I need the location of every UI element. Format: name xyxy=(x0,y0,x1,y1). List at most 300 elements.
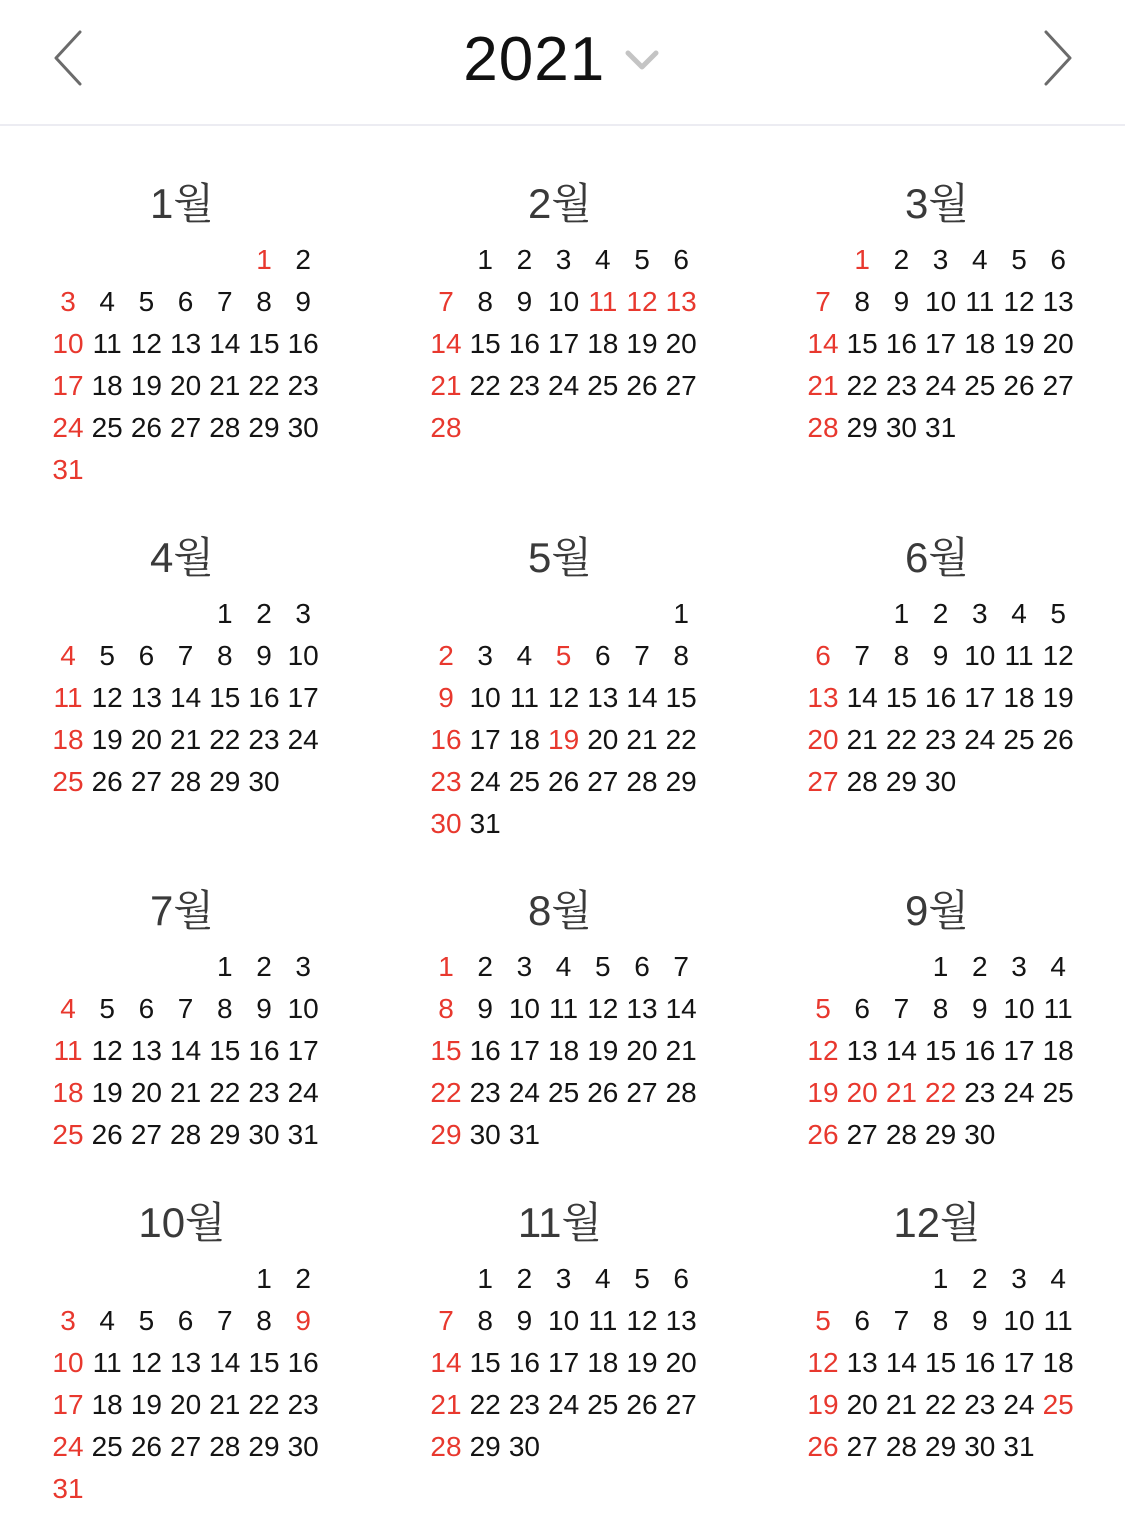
day-cell[interactable]: 9 xyxy=(295,286,311,317)
day-cell[interactable]: 29 xyxy=(248,1431,280,1462)
day-cell[interactable]: 3 xyxy=(932,244,949,275)
day-cell[interactable]: 12 xyxy=(130,328,162,359)
day-cell[interactable]: 29 xyxy=(209,1119,241,1150)
day-cell-holiday[interactable]: 12 xyxy=(807,1347,839,1378)
day-cell[interactable]: 3 xyxy=(1011,1263,1027,1294)
day-cell[interactable]: 14 xyxy=(885,1035,917,1066)
day-cell[interactable]: 9 xyxy=(516,1305,533,1336)
day-cell[interactable]: 23 xyxy=(508,1389,540,1420)
day-cell[interactable]: 10 xyxy=(508,993,540,1024)
day-cell[interactable]: 23 xyxy=(469,1077,501,1108)
day-cell[interactable]: 31 xyxy=(925,412,957,443)
day-cell[interactable]: 9 xyxy=(256,993,272,1024)
day-cell[interactable]: 24 xyxy=(1003,1077,1035,1108)
day-cell[interactable]: 15 xyxy=(925,1035,957,1066)
day-cell[interactable]: 4 xyxy=(555,951,572,982)
day-cell[interactable]: 13 xyxy=(130,1035,162,1066)
day-cell[interactable]: 25 xyxy=(587,370,619,401)
day-cell[interactable]: 1 xyxy=(673,598,689,629)
day-cell[interactable]: 20 xyxy=(1042,328,1074,359)
day-cell[interactable]: 18 xyxy=(587,1347,619,1378)
day-cell[interactable]: 3 xyxy=(295,598,311,629)
day-cell[interactable]: 5 xyxy=(99,993,115,1024)
day-cell[interactable]: 29 xyxy=(925,1119,957,1150)
day-cell[interactable]: 26 xyxy=(587,1077,619,1108)
day-cell[interactable]: 8 xyxy=(477,1305,493,1336)
day-cell[interactable]: 1 xyxy=(893,598,910,629)
day-cell-holiday[interactable]: 5 xyxy=(815,1305,831,1336)
day-cell[interactable]: 8 xyxy=(932,993,949,1024)
day-cell[interactable]: 27 xyxy=(665,370,697,401)
day-cell-holiday[interactable]: 7 xyxy=(438,1305,454,1336)
day-cell[interactable]: 24 xyxy=(964,724,996,755)
day-cell[interactable]: 1 xyxy=(477,1263,493,1294)
day-cell-holiday[interactable]: 30 xyxy=(430,808,462,839)
day-cell-holiday[interactable]: 11 xyxy=(53,1035,83,1066)
day-cell[interactable]: 12 xyxy=(130,1347,162,1378)
day-cell[interactable]: 26 xyxy=(91,766,123,797)
day-cell[interactable]: 24 xyxy=(508,1077,540,1108)
day-cell[interactable]: 12 xyxy=(548,682,580,713)
day-cell[interactable]: 12 xyxy=(1003,286,1035,317)
day-cell[interactable]: 27 xyxy=(587,766,619,797)
day-cell[interactable]: 30 xyxy=(287,1431,319,1462)
day-cell[interactable]: 8 xyxy=(256,286,272,317)
day-cell-holiday[interactable]: 20 xyxy=(846,1077,878,1108)
day-cell[interactable]: 18 xyxy=(548,1035,580,1066)
day-cell[interactable]: 10 xyxy=(548,1305,580,1336)
day-cell[interactable]: 26 xyxy=(130,1431,162,1462)
day-cell[interactable]: 6 xyxy=(1050,244,1066,275)
day-cell[interactable]: 28 xyxy=(885,1119,917,1150)
day-cell[interactable]: 22 xyxy=(469,1389,501,1420)
day-cell[interactable]: 3 xyxy=(1011,951,1027,982)
day-cell[interactable]: 23 xyxy=(925,724,957,755)
day-cell[interactable]: 17 xyxy=(287,682,319,713)
day-cell-holiday[interactable]: 12 xyxy=(626,286,658,317)
day-cell[interactable]: 6 xyxy=(854,1305,870,1336)
day-cell[interactable]: 3 xyxy=(555,244,572,275)
day-cell[interactable]: 22 xyxy=(209,1077,241,1108)
day-cell[interactable]: 10 xyxy=(1003,1305,1035,1336)
day-cell[interactable]: 17 xyxy=(1003,1035,1035,1066)
day-cell[interactable]: 20 xyxy=(170,370,202,401)
day-cell[interactable]: 24 xyxy=(469,766,501,797)
day-cell[interactable]: 15 xyxy=(469,328,501,359)
day-cell[interactable]: 5 xyxy=(138,1305,155,1336)
day-cell[interactable]: 4 xyxy=(1050,1263,1066,1294)
day-cell[interactable]: 18 xyxy=(91,370,123,401)
day-cell[interactable]: 15 xyxy=(925,1347,957,1378)
day-cell[interactable]: 26 xyxy=(548,766,580,797)
day-cell-holiday[interactable]: 18 xyxy=(52,1077,84,1108)
day-cell[interactable]: 21 xyxy=(846,724,878,755)
day-cell[interactable]: 26 xyxy=(91,1119,123,1150)
day-cell[interactable]: 9 xyxy=(972,1305,988,1336)
day-cell-holiday[interactable]: 19 xyxy=(807,1077,839,1108)
day-cell[interactable]: 4 xyxy=(1011,598,1027,629)
day-cell[interactable]: 31 xyxy=(1003,1431,1035,1462)
day-cell[interactable]: 29 xyxy=(846,412,878,443)
day-cell-holiday[interactable]: 25 xyxy=(1042,1389,1074,1420)
day-cell[interactable]: 13 xyxy=(1042,286,1074,317)
day-cell[interactable]: 19 xyxy=(91,1077,123,1108)
day-cell[interactable]: 15 xyxy=(469,1347,501,1378)
day-cell[interactable]: 28 xyxy=(170,766,202,797)
day-cell[interactable]: 25 xyxy=(91,1431,123,1462)
day-cell-holiday[interactable]: 19 xyxy=(548,724,580,755)
day-cell[interactable]: 27 xyxy=(130,766,162,797)
day-cell-holiday[interactable]: 13 xyxy=(807,682,839,713)
day-cell[interactable]: 4 xyxy=(1050,951,1066,982)
day-cell[interactable]: 28 xyxy=(846,766,878,797)
day-cell[interactable]: 19 xyxy=(130,1389,162,1420)
day-cell[interactable]: 27 xyxy=(170,412,202,443)
day-cell[interactable]: 18 xyxy=(508,724,540,755)
day-cell[interactable]: 10 xyxy=(964,640,996,671)
day-cell[interactable]: 4 xyxy=(595,244,611,275)
day-cell[interactable]: 22 xyxy=(469,370,501,401)
day-cell-holiday[interactable]: 28 xyxy=(807,412,839,443)
day-cell[interactable]: 11 xyxy=(509,682,539,713)
day-cell[interactable]: 5 xyxy=(634,244,650,275)
day-cell[interactable]: 12 xyxy=(587,993,619,1024)
day-cell[interactable]: 12 xyxy=(91,1035,123,1066)
day-cell[interactable]: 9 xyxy=(932,640,949,671)
day-cell[interactable]: 3 xyxy=(516,951,533,982)
day-cell[interactable]: 19 xyxy=(587,1035,619,1066)
day-cell[interactable]: 17 xyxy=(925,328,957,359)
day-cell[interactable]: 23 xyxy=(508,370,540,401)
day-cell[interactable]: 5 xyxy=(99,640,115,671)
day-cell[interactable]: 21 xyxy=(170,724,202,755)
day-cell[interactable]: 5 xyxy=(138,286,155,317)
day-cell[interactable]: 17 xyxy=(548,1347,580,1378)
day-cell[interactable]: 2 xyxy=(972,1263,988,1294)
day-cell[interactable]: 7 xyxy=(673,951,689,982)
day-cell[interactable]: 5 xyxy=(634,1263,650,1294)
day-cell[interactable]: 11 xyxy=(965,286,995,317)
day-cell-holiday[interactable]: 1 xyxy=(438,951,454,982)
day-cell[interactable]: 25 xyxy=(1003,724,1035,755)
day-cell[interactable]: 11 xyxy=(1043,993,1073,1024)
day-cell[interactable]: 6 xyxy=(595,640,611,671)
day-cell[interactable]: 27 xyxy=(665,1389,697,1420)
day-cell-holiday[interactable]: 31 xyxy=(52,454,84,485)
day-cell[interactable]: 17 xyxy=(287,1035,319,1066)
day-cell[interactable]: 16 xyxy=(248,1035,280,1066)
day-cell[interactable]: 29 xyxy=(209,766,241,797)
day-cell[interactable]: 21 xyxy=(665,1035,697,1066)
day-cell-holiday[interactable]: 21 xyxy=(807,370,839,401)
day-cell-holiday[interactable]: 15 xyxy=(430,1035,462,1066)
day-cell[interactable]: 8 xyxy=(477,286,493,317)
day-cell-holiday[interactable]: 14 xyxy=(807,328,839,359)
day-cell[interactable]: 9 xyxy=(893,286,910,317)
day-cell[interactable]: 22 xyxy=(209,724,241,755)
day-cell[interactable]: 30 xyxy=(885,412,917,443)
day-cell-holiday[interactable]: 1 xyxy=(854,244,870,275)
day-cell[interactable]: 13 xyxy=(170,1347,202,1378)
day-cell[interactable]: 24 xyxy=(925,370,957,401)
day-cell[interactable]: 6 xyxy=(177,1305,194,1336)
day-cell-holiday[interactable]: 19 xyxy=(807,1389,839,1420)
day-cell[interactable]: 27 xyxy=(170,1431,202,1462)
day-cell[interactable]: 13 xyxy=(587,682,619,713)
day-cell[interactable]: 30 xyxy=(287,412,319,443)
day-cell[interactable]: 21 xyxy=(170,1077,202,1108)
day-cell[interactable]: 19 xyxy=(1042,682,1074,713)
day-cell[interactable]: 29 xyxy=(885,766,917,797)
day-cell-holiday[interactable]: 28 xyxy=(430,412,462,443)
day-cell[interactable]: 7 xyxy=(177,640,194,671)
day-cell-holiday[interactable]: 9 xyxy=(438,682,454,713)
day-cell[interactable]: 10 xyxy=(925,286,957,317)
day-cell[interactable]: 28 xyxy=(665,1077,697,1108)
day-cell[interactable]: 1 xyxy=(932,951,949,982)
day-cell-holiday[interactable]: 29 xyxy=(430,1119,462,1150)
day-cell[interactable]: 4 xyxy=(972,244,988,275)
day-cell-holiday[interactable]: 3 xyxy=(60,1305,76,1336)
day-cell[interactable]: 23 xyxy=(287,1389,319,1420)
day-cell-holiday[interactable]: 21 xyxy=(885,1077,917,1108)
day-cell[interactable]: 6 xyxy=(673,244,689,275)
day-cell[interactable]: 23 xyxy=(964,1389,996,1420)
day-cell[interactable]: 20 xyxy=(665,328,697,359)
day-cell[interactable]: 15 xyxy=(665,682,697,713)
day-cell[interactable]: 28 xyxy=(209,1431,241,1462)
day-cell[interactable]: 19 xyxy=(626,328,658,359)
day-cell[interactable]: 17 xyxy=(548,328,580,359)
day-cell-holiday[interactable]: 20 xyxy=(807,724,839,755)
day-cell[interactable]: 4 xyxy=(516,640,533,671)
day-cell[interactable]: 5 xyxy=(1011,244,1027,275)
day-cell[interactable]: 9 xyxy=(972,993,988,1024)
day-cell[interactable]: 4 xyxy=(595,1263,611,1294)
day-cell[interactable]: 18 xyxy=(1042,1347,1074,1378)
day-cell-holiday[interactable]: 28 xyxy=(430,1431,462,1462)
day-cell[interactable]: 15 xyxy=(885,682,917,713)
day-cell-holiday[interactable]: 10 xyxy=(52,328,84,359)
day-cell[interactable]: 1 xyxy=(217,951,233,982)
day-cell[interactable]: 13 xyxy=(846,1035,878,1066)
day-cell-holiday[interactable]: 4 xyxy=(60,640,76,671)
day-cell[interactable]: 27 xyxy=(846,1119,878,1150)
day-cell[interactable]: 19 xyxy=(626,1347,658,1378)
day-cell[interactable]: 4 xyxy=(99,1305,115,1336)
day-cell[interactable]: 30 xyxy=(925,766,957,797)
day-cell[interactable]: 22 xyxy=(665,724,697,755)
day-cell[interactable]: 16 xyxy=(508,1347,540,1378)
day-cell[interactable]: 23 xyxy=(248,1077,280,1108)
day-cell-holiday[interactable]: 13 xyxy=(665,286,697,317)
day-cell[interactable]: 13 xyxy=(130,682,162,713)
day-cell[interactable]: 31 xyxy=(469,808,501,839)
day-cell[interactable]: 29 xyxy=(925,1431,957,1462)
day-cell[interactable]: 10 xyxy=(469,682,501,713)
day-cell[interactable]: 16 xyxy=(885,328,917,359)
day-cell[interactable]: 7 xyxy=(177,993,194,1024)
day-cell[interactable]: 20 xyxy=(170,1389,202,1420)
day-cell[interactable]: 24 xyxy=(548,1389,580,1420)
day-cell[interactable]: 28 xyxy=(626,766,658,797)
day-cell[interactable]: 18 xyxy=(587,328,619,359)
day-cell-holiday[interactable]: 17 xyxy=(52,370,84,401)
day-cell[interactable]: 10 xyxy=(548,286,580,317)
day-cell[interactable]: 20 xyxy=(846,1389,878,1420)
day-cell[interactable]: 8 xyxy=(217,640,233,671)
day-cell[interactable]: 7 xyxy=(893,993,910,1024)
day-cell[interactable]: 29 xyxy=(665,766,697,797)
day-cell[interactable]: 16 xyxy=(287,1347,319,1378)
day-cell[interactable]: 8 xyxy=(217,993,233,1024)
day-cell[interactable]: 1 xyxy=(477,244,493,275)
day-cell-holiday[interactable]: 16 xyxy=(430,724,462,755)
day-cell[interactable]: 5 xyxy=(1050,598,1066,629)
day-cell[interactable]: 30 xyxy=(508,1431,540,1462)
day-cell[interactable]: 14 xyxy=(209,328,241,359)
day-cell[interactable]: 2 xyxy=(893,244,910,275)
day-cell[interactable]: 21 xyxy=(885,1389,917,1420)
day-cell[interactable]: 16 xyxy=(964,1035,996,1066)
day-cell-holiday[interactable]: 8 xyxy=(438,993,454,1024)
day-cell-holiday[interactable]: 7 xyxy=(815,286,831,317)
day-cell-holiday[interactable]: 25 xyxy=(52,766,84,797)
day-cell[interactable]: 3 xyxy=(477,640,493,671)
day-cell-holiday[interactable]: 26 xyxy=(807,1119,839,1150)
day-cell[interactable]: 23 xyxy=(248,724,280,755)
day-cell[interactable]: 14 xyxy=(209,1347,241,1378)
day-cell[interactable]: 30 xyxy=(248,1119,280,1150)
day-cell-holiday[interactable]: 23 xyxy=(430,766,462,797)
day-cell-holiday[interactable]: 6 xyxy=(815,640,831,671)
day-cell[interactable]: 18 xyxy=(964,328,996,359)
day-cell[interactable]: 10 xyxy=(1003,993,1035,1024)
day-cell-holiday[interactable]: 9 xyxy=(295,1305,311,1336)
day-cell[interactable]: 26 xyxy=(626,1389,658,1420)
day-cell[interactable]: 22 xyxy=(248,370,280,401)
day-cell[interactable]: 23 xyxy=(964,1077,996,1108)
day-cell[interactable]: 21 xyxy=(209,1389,241,1420)
day-cell[interactable]: 20 xyxy=(665,1347,697,1378)
day-cell[interactable]: 21 xyxy=(209,370,241,401)
day-cell[interactable]: 17 xyxy=(964,682,996,713)
day-cell[interactable]: 11 xyxy=(588,1305,618,1336)
day-cell[interactable]: 19 xyxy=(130,370,162,401)
day-cell-holiday[interactable]: 7 xyxy=(438,286,454,317)
day-cell-holiday[interactable]: 24 xyxy=(52,1431,84,1462)
day-cell[interactable]: 16 xyxy=(248,682,280,713)
day-cell[interactable]: 1 xyxy=(932,1263,949,1294)
day-cell[interactable]: 15 xyxy=(248,328,280,359)
day-cell[interactable]: 8 xyxy=(256,1305,272,1336)
day-cell[interactable]: 22 xyxy=(248,1389,280,1420)
day-cell-holiday[interactable]: 26 xyxy=(807,1431,839,1462)
day-cell[interactable]: 11 xyxy=(1004,640,1034,671)
day-cell-holiday[interactable]: 27 xyxy=(807,766,839,797)
day-cell-holiday[interactable]: 5 xyxy=(555,640,572,671)
day-cell-holiday[interactable]: 2 xyxy=(438,640,454,671)
day-cell[interactable]: 24 xyxy=(287,1077,319,1108)
day-cell[interactable]: 26 xyxy=(130,412,162,443)
day-cell[interactable]: 29 xyxy=(248,412,280,443)
day-cell[interactable]: 1 xyxy=(217,598,233,629)
day-cell[interactable]: 6 xyxy=(673,1263,689,1294)
day-cell[interactable]: 14 xyxy=(846,682,878,713)
day-cell[interactable]: 24 xyxy=(1003,1389,1035,1420)
day-cell[interactable]: 6 xyxy=(138,640,155,671)
day-cell[interactable]: 29 xyxy=(469,1431,501,1462)
day-cell[interactable]: 23 xyxy=(287,370,319,401)
day-cell[interactable]: 2 xyxy=(516,244,533,275)
day-cell[interactable]: 16 xyxy=(964,1347,996,1378)
day-cell[interactable]: 30 xyxy=(964,1431,996,1462)
day-cell[interactable]: 20 xyxy=(587,724,619,755)
day-cell[interactable]: 19 xyxy=(1003,328,1035,359)
day-cell[interactable]: 10 xyxy=(287,993,319,1024)
day-cell-holiday[interactable]: 22 xyxy=(430,1077,462,1108)
day-cell[interactable]: 8 xyxy=(854,286,870,317)
day-cell[interactable]: 5 xyxy=(595,951,611,982)
day-cell[interactable]: 25 xyxy=(508,766,540,797)
day-cell[interactable]: 26 xyxy=(626,370,658,401)
day-cell[interactable]: 10 xyxy=(287,640,319,671)
day-cell-holiday[interactable]: 21 xyxy=(430,370,462,401)
day-cell[interactable]: 31 xyxy=(287,1119,319,1150)
day-cell[interactable]: 2 xyxy=(256,951,272,982)
day-cell[interactable]: 15 xyxy=(209,1035,241,1066)
day-cell[interactable]: 9 xyxy=(516,286,533,317)
day-cell[interactable]: 25 xyxy=(548,1077,580,1108)
day-cell[interactable]: 18 xyxy=(91,1389,123,1420)
day-cell[interactable]: 11 xyxy=(1043,1305,1073,1336)
day-cell[interactable]: 20 xyxy=(130,724,162,755)
day-cell[interactable]: 9 xyxy=(477,993,493,1024)
day-cell[interactable]: 16 xyxy=(469,1035,501,1066)
day-cell[interactable]: 25 xyxy=(1042,1077,1074,1108)
day-cell[interactable]: 21 xyxy=(626,724,658,755)
day-cell[interactable]: 12 xyxy=(626,1305,658,1336)
day-cell[interactable]: 6 xyxy=(854,993,870,1024)
day-cell[interactable]: 2 xyxy=(972,951,988,982)
day-cell[interactable]: 16 xyxy=(925,682,957,713)
day-cell[interactable]: 3 xyxy=(295,951,311,982)
day-cell[interactable]: 11 xyxy=(549,993,579,1024)
day-cell[interactable]: 28 xyxy=(209,412,241,443)
day-cell[interactable]: 7 xyxy=(217,1305,233,1336)
day-cell[interactable]: 8 xyxy=(673,640,689,671)
day-cell[interactable]: 2 xyxy=(295,244,311,275)
day-cell[interactable]: 25 xyxy=(964,370,996,401)
day-cell-holiday[interactable]: 5 xyxy=(815,993,831,1024)
day-cell[interactable]: 27 xyxy=(626,1077,658,1108)
day-cell[interactable]: 6 xyxy=(634,951,650,982)
day-cell-holiday[interactable]: 4 xyxy=(60,993,76,1024)
day-cell[interactable]: 16 xyxy=(508,328,540,359)
day-cell-holiday[interactable]: 11 xyxy=(53,682,83,713)
day-cell[interactable]: 17 xyxy=(508,1035,540,1066)
day-cell[interactable]: 14 xyxy=(170,682,202,713)
day-cell[interactable]: 22 xyxy=(885,724,917,755)
day-cell[interactable]: 13 xyxy=(846,1347,878,1378)
day-cell-holiday[interactable]: 31 xyxy=(52,1473,84,1504)
day-cell[interactable]: 27 xyxy=(846,1431,878,1462)
day-cell[interactable]: 22 xyxy=(846,370,878,401)
day-cell[interactable]: 3 xyxy=(972,598,988,629)
day-cell-holiday[interactable]: 10 xyxy=(52,1347,84,1378)
day-cell[interactable]: 17 xyxy=(469,724,501,755)
day-cell[interactable]: 14 xyxy=(170,1035,202,1066)
